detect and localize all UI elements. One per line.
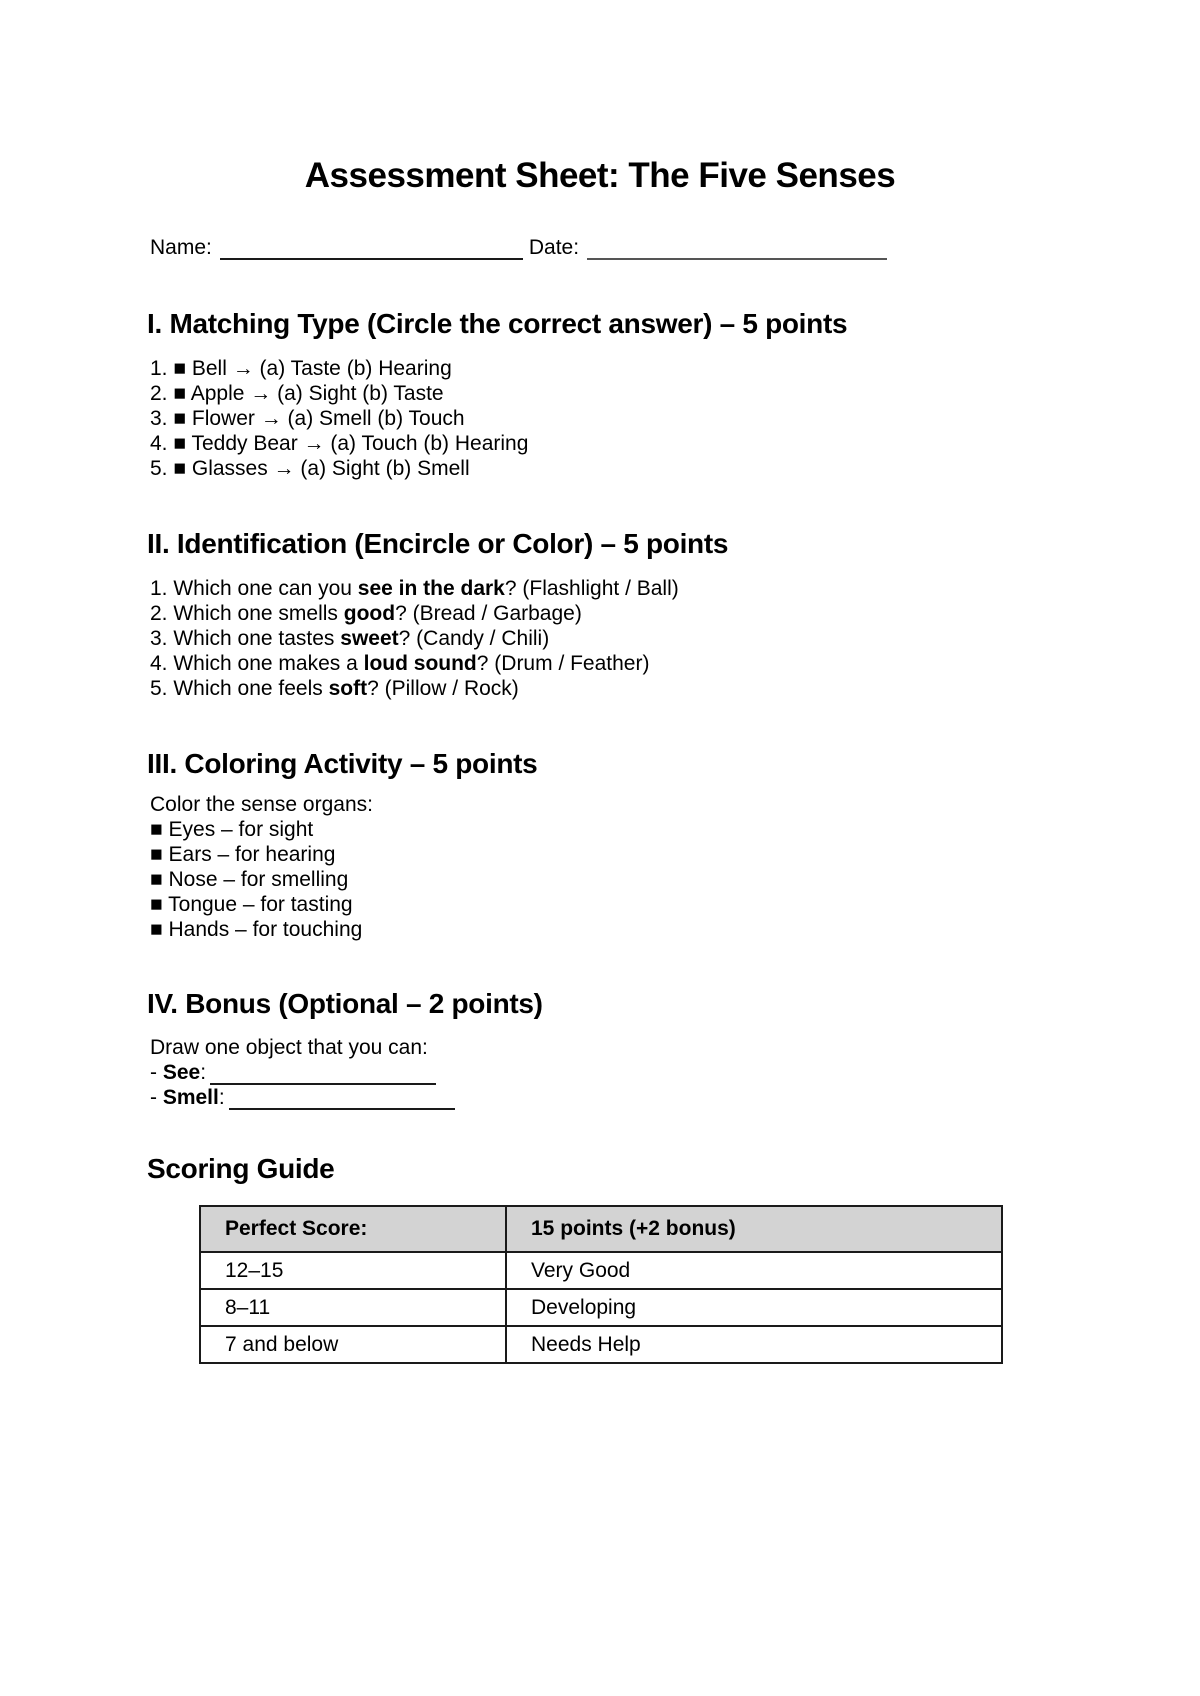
name-blank-line [220, 232, 523, 260]
item-text: 1. Which one can you [150, 577, 358, 600]
score-range-cell: 7 and below [200, 1326, 506, 1363]
item-bold-text: good [343, 602, 396, 625]
matching-item: 1. ■ Bell → (a) Taste (b) Hearing [150, 357, 452, 380]
item-bold-text: loud sound [363, 652, 477, 675]
scoring-header-cell: 15 points (+2 bonus) [506, 1206, 1002, 1252]
name-label: Name: [150, 236, 212, 259]
item-text: ? (Drum / Feather) [476, 652, 650, 675]
item-text: 2. Which one smells [150, 602, 344, 625]
item-text: : [218, 1086, 225, 1109]
item-text: : [200, 1061, 207, 1084]
table-row [200, 1289, 1002, 1326]
coloring-item: ■ Ears – for hearing [150, 843, 336, 866]
smell-blank-line [229, 1082, 455, 1110]
date-label: Date: [528, 236, 580, 259]
coloring-item: ■ Hands – for touching [150, 918, 363, 941]
coloring-item: ■ Eyes – for sight [150, 818, 314, 841]
matching-item: 2. ■ Apple → (a) Sight (b) Taste [150, 382, 444, 405]
scoring-header-cell: Perfect Score: [200, 1206, 506, 1252]
matching-item: 5. ■ Glasses → (a) Sight (b) Smell [150, 457, 470, 480]
item-text: ? (Candy / Chili) [398, 627, 550, 650]
score-range-cell: 8–11 [200, 1289, 506, 1326]
date-blank-line [587, 232, 887, 260]
score-label-cell: Very Good [506, 1252, 1002, 1289]
name-date-row [150, 232, 887, 260]
item-bold-text: soft [328, 677, 368, 700]
item-text: ? (Flashlight / Ball) [504, 577, 679, 600]
item-text: - [150, 1061, 163, 1084]
scoring-table [199, 1205, 1003, 1364]
item-text: 4. Which one makes a [150, 652, 364, 675]
score-range-cell: 12–15 [200, 1252, 506, 1289]
coloring-block [150, 792, 373, 942]
score-label-cell: Needs Help [506, 1326, 1002, 1363]
page-title: Assessment Sheet: The Five Senses [304, 156, 896, 195]
item-text: 3. Which one tastes [150, 627, 341, 650]
identification-list [150, 576, 679, 701]
identification-item [150, 576, 679, 601]
table-row [200, 1326, 1002, 1363]
item-bold-text: see in the dark [357, 577, 505, 600]
bonus-block [150, 1035, 455, 1110]
item-bold-text: sweet [340, 627, 399, 650]
identification-item [150, 651, 679, 676]
bonus-intro: Draw one object that you can: [150, 1036, 428, 1059]
matching-item: 3. ■ Flower → (a) Smell (b) Touch [150, 407, 465, 430]
item-bold-text: See [162, 1061, 201, 1084]
coloring-item: ■ Tongue – for tasting [150, 893, 353, 916]
section-bonus-heading: IV. Bonus (Optional – 2 points) [147, 988, 543, 1019]
item-bold-text: Smell [162, 1086, 219, 1109]
matching-list [150, 356, 528, 481]
table-row [200, 1252, 1002, 1289]
item-text: 5. Which one feels [150, 677, 329, 700]
section-identification-heading: II. Identification (Encircle or Color) – 5 points [147, 528, 729, 559]
item-text: ? (Pillow / Rock) [367, 677, 519, 700]
section-coloring-heading: III. Coloring Activity – 5 points [147, 748, 538, 779]
identification-item [150, 676, 679, 701]
score-label-cell: Developing [506, 1289, 1002, 1326]
identification-item [150, 626, 679, 651]
scoring-header-row [200, 1206, 1002, 1252]
see-blank-line [210, 1057, 436, 1085]
item-text: - [150, 1086, 163, 1109]
coloring-item: ■ Nose – for smelling [150, 868, 349, 891]
section-matching-heading: I. Matching Type (Circle the correct answer) – 5 points [147, 308, 848, 339]
coloring-intro: Color the sense organs: [150, 793, 373, 816]
bonus-smell-row [150, 1085, 455, 1110]
scoring-guide-heading: Scoring Guide [147, 1153, 335, 1184]
identification-item [150, 601, 679, 626]
item-text: ? (Bread / Garbage) [395, 602, 582, 625]
matching-item: 4. ■ Teddy Bear → (a) Touch (b) Hearing [150, 432, 529, 455]
